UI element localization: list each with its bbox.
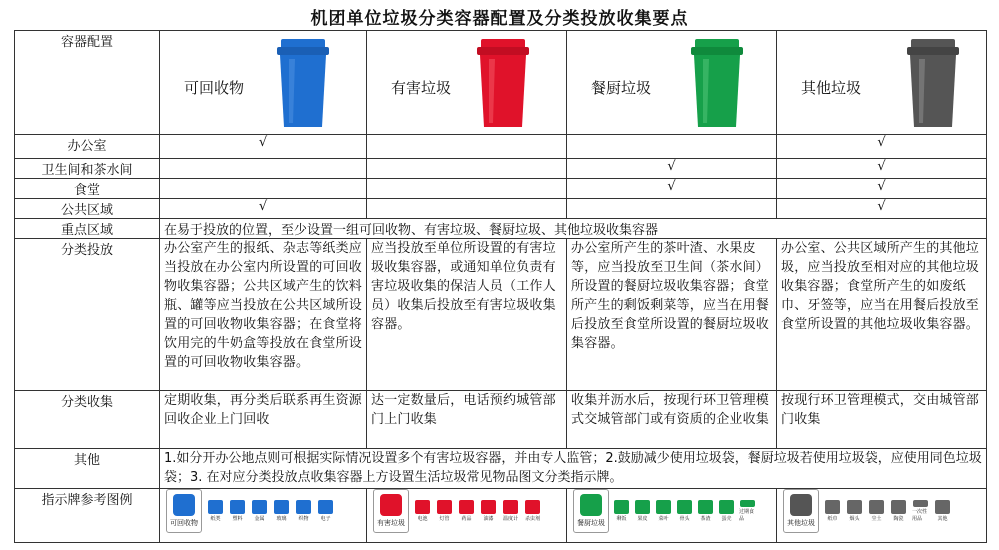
leaf-icon bbox=[580, 494, 602, 516]
row-disposal bbox=[15, 239, 987, 391]
sign-strip bbox=[160, 489, 366, 533]
row-label: 指示牌参考图例 bbox=[15, 489, 160, 543]
check-cell bbox=[367, 159, 567, 179]
header-row bbox=[15, 31, 987, 135]
header-hazardous bbox=[367, 31, 567, 135]
row-label: 卫生间和茶水间 bbox=[15, 159, 160, 179]
tissue-icon: 纸巾 bbox=[824, 500, 841, 522]
sign-logo-text: 其他垃圾 bbox=[787, 519, 815, 527]
page-title: 机团单位垃圾分类容器配置及分类投放收集要点 bbox=[310, 9, 689, 29]
row-key-area bbox=[15, 219, 987, 239]
check-cell: √ bbox=[567, 179, 777, 199]
pesticide-icon: 杀虫剂 bbox=[524, 500, 541, 522]
check-cell bbox=[567, 199, 777, 219]
check-cell: √ bbox=[567, 159, 777, 179]
header-recyclable bbox=[160, 31, 367, 135]
category-label: 可回收物 bbox=[184, 79, 245, 97]
kitchen-sign-logo bbox=[573, 489, 609, 533]
check-cell bbox=[160, 159, 367, 179]
sign-group-other bbox=[777, 489, 987, 543]
sign-strip bbox=[367, 489, 566, 533]
disposable-icon: 一次性用品 bbox=[912, 500, 929, 522]
dust-icon: 尘土 bbox=[868, 500, 885, 522]
lamp-icon: 灯管 bbox=[436, 500, 453, 522]
check-cell bbox=[160, 179, 367, 199]
thermometer-icon: 温度计 bbox=[502, 500, 519, 522]
battery-icon: 电池 bbox=[414, 500, 431, 522]
row-label: 办公室 bbox=[15, 135, 160, 159]
disposal-other: 办公室、公共区域所产生的其他垃圾，应当投放至相对应的其他垃圾收集容器；食堂所产生的如废纸巾、牙签等，应当在用餐后投放至食堂所设置的其他垃圾收集容器。 bbox=[777, 239, 987, 391]
row-label: 其他 bbox=[15, 449, 160, 489]
hazard-icon bbox=[380, 494, 402, 516]
trash-icon bbox=[790, 494, 812, 516]
row-office bbox=[15, 135, 987, 159]
metal-icon: 金属 bbox=[251, 500, 268, 522]
misc-icon: 其他 bbox=[934, 500, 951, 522]
collection-kitchen: 收集并沥水后，按现行环卫管理模式交城管部门或有资质的企业收集 bbox=[567, 391, 777, 449]
paint-icon: 油漆 bbox=[480, 500, 497, 522]
medicine-icon: 药品 bbox=[458, 500, 475, 522]
row-canteen bbox=[15, 179, 987, 199]
row-public bbox=[15, 199, 987, 219]
check-cell: √ bbox=[777, 199, 987, 219]
check-cell bbox=[567, 135, 777, 159]
row-label: 分类投放 bbox=[15, 239, 160, 391]
textile-icon: 织物 bbox=[295, 500, 312, 522]
bone-icon: 骨头 bbox=[676, 500, 693, 522]
check-cell bbox=[367, 135, 567, 159]
sign-group-kitchen bbox=[567, 489, 777, 543]
category-label: 其他垃圾 bbox=[801, 79, 862, 97]
header-other bbox=[777, 31, 987, 135]
recycle-icon bbox=[173, 494, 195, 516]
collection-recyclable: 定期收集，再分类后联系再生资源回收企业上门回收 bbox=[160, 391, 367, 449]
row-label: 公共区域 bbox=[15, 199, 160, 219]
row-signs bbox=[15, 489, 987, 543]
check-cell: √ bbox=[777, 179, 987, 199]
disposal-recyclable: 办公室产生的报纸、杂志等纸类应当投放在办公室内所设置的可回收物收集容器；公共区域产生的饮料瓶、罐等应当投放在公共区域所设置的可回收物收集容器；在食堂将饮用完的牛奶盒等投放在食堂所设置的可回收物收集容器。 bbox=[160, 239, 367, 391]
row-restroom bbox=[15, 159, 987, 179]
collection-other: 按现行环卫管理模式，交由城管部门收集 bbox=[777, 391, 987, 449]
collection-hazardous: 达一定数量后，电话预约城管部门上门收集 bbox=[367, 391, 567, 449]
row-label: 重点区域 bbox=[15, 219, 160, 239]
other-text: 1.如分开办公地点则可根据实际情况设置多个有害垃圾容器，并由专人监管；2.鼓励减少使用垃圾袋，餐厨垃圾若使用垃圾袋，应使用同色垃圾袋；3. 在对应分类投放点收集容器上方设置生活垃圾常见物品图文分类指示牌。 bbox=[160, 449, 987, 489]
kitchen-bin-icon bbox=[689, 39, 745, 131]
category-label: 餐厨垃圾 bbox=[591, 79, 652, 97]
check-cell: √ bbox=[777, 159, 987, 179]
sign-logo-text: 可回收物 bbox=[170, 519, 198, 527]
recyclable-sign-logo bbox=[166, 489, 202, 533]
check-cell: √ bbox=[777, 135, 987, 159]
sign-logo-text: 餐厨垃圾 bbox=[577, 519, 605, 527]
plastic-icon: 塑料 bbox=[229, 500, 246, 522]
recyclable-bin-icon bbox=[275, 39, 331, 131]
check-cell: √ bbox=[160, 135, 367, 159]
check-cell bbox=[367, 179, 567, 199]
check-cell: √ bbox=[160, 199, 367, 219]
sign-logo-text: 有害垃圾 bbox=[377, 519, 405, 527]
header-kitchen bbox=[567, 31, 777, 135]
container-config-label: 容器配置 bbox=[15, 31, 160, 135]
peel-icon: 果皮 bbox=[634, 500, 651, 522]
eggshell-icon: 蛋壳 bbox=[718, 500, 735, 522]
hazardous-bin-icon bbox=[475, 39, 531, 131]
other-sign-logo bbox=[783, 489, 819, 533]
sign-strip bbox=[777, 489, 986, 533]
row-collection bbox=[15, 391, 987, 449]
check-cell bbox=[367, 199, 567, 219]
hazardous-sign-logo bbox=[373, 489, 409, 533]
disposal-kitchen: 办公室所产生的茶叶渣、水果皮等，应当投放至卫生间（茶水间）所设置的餐厨垃圾收集容器；食堂所产生的剩饭剩菜等，应当在用餐后投放至食堂所设置的餐厨垃圾收集容器。 bbox=[567, 239, 777, 391]
sign-strip bbox=[567, 489, 776, 533]
vegetable-icon: 菜叶 bbox=[655, 500, 672, 522]
electronic-icon: 电子 bbox=[317, 500, 334, 522]
sign-group-recyclable bbox=[160, 489, 367, 543]
category-label: 有害垃圾 bbox=[391, 79, 452, 97]
leftover-icon: 剩饭 bbox=[613, 500, 630, 522]
row-label: 食堂 bbox=[15, 179, 160, 199]
paper-icon: 纸类 bbox=[207, 500, 224, 522]
key-area-text: 在易于投放的位置，至少设置一组可回收物、有害垃圾、餐厨垃圾、其他垃圾收集容器 bbox=[160, 219, 987, 239]
row-label: 分类收集 bbox=[15, 391, 160, 449]
expired-food-icon: 过期食品 bbox=[739, 500, 756, 522]
tea-icon: 茶渣 bbox=[697, 500, 714, 522]
sign-group-hazardous bbox=[367, 489, 567, 543]
disposal-hazardous: 应当投放至单位所设置的有害垃圾收集容器，或通知单位负责有害垃圾收集的保洁人员（工作人员）收集后投放至有害垃圾收集容器。 bbox=[367, 239, 567, 391]
ceramic-icon: 陶瓷 bbox=[890, 500, 907, 522]
cigarette-icon: 烟头 bbox=[846, 500, 863, 522]
glass-icon: 玻璃 bbox=[273, 500, 290, 522]
sorting-table bbox=[14, 30, 987, 543]
other-bin-icon bbox=[905, 39, 961, 131]
row-other bbox=[15, 449, 987, 489]
